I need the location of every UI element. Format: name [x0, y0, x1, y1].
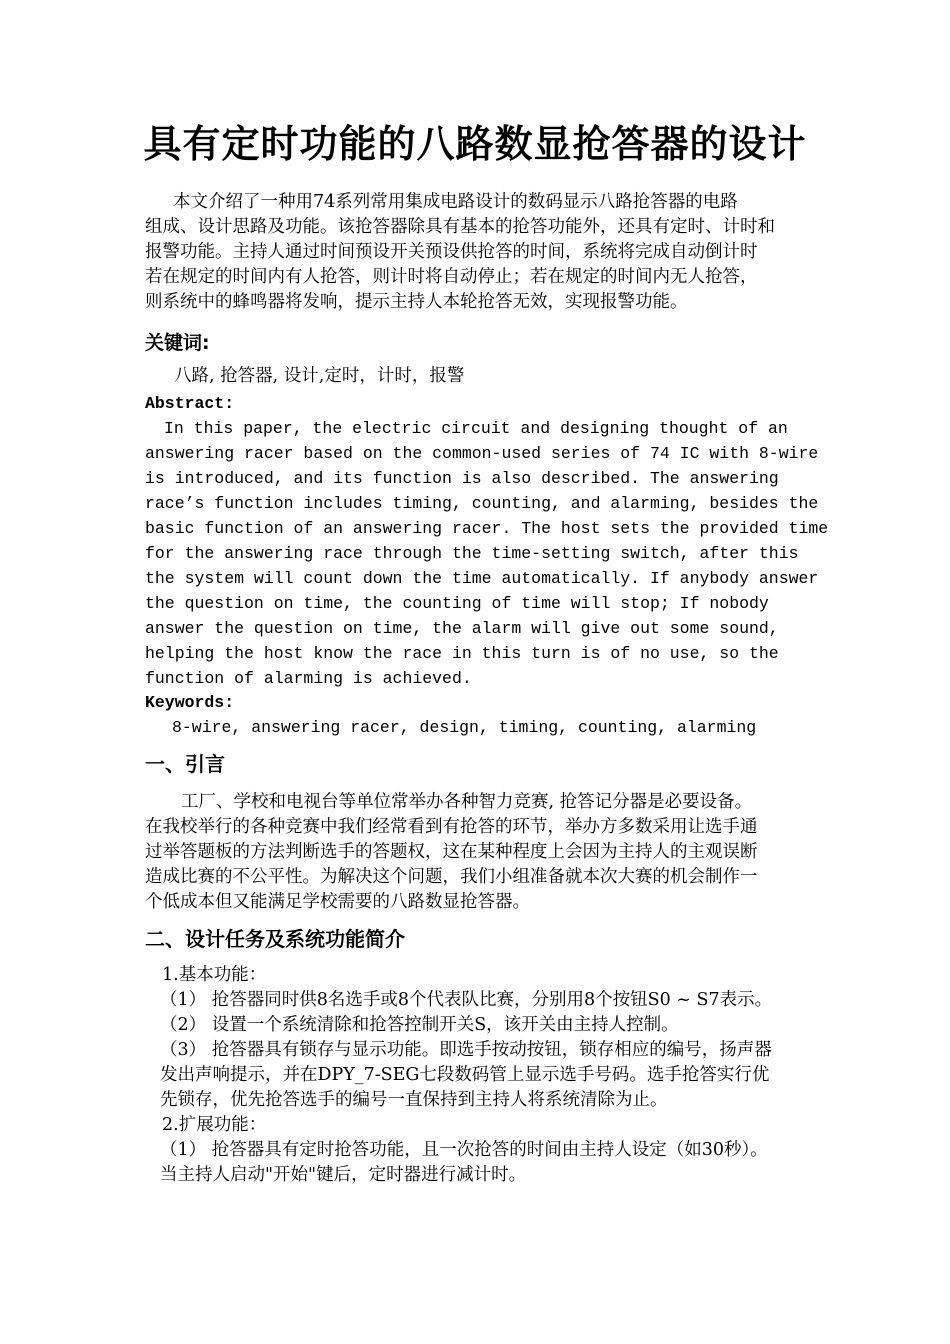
abstract-en-line: for the answering race through the time-setting switch, after this [145, 544, 799, 563]
section-1-line: 在我校举行的各种竞赛中我们经常看到有抢答的环节，举办方多数采用让选手通 [145, 817, 758, 837]
keywords-en-text: 8-wire, answering racer, design, timing, counting, alarming [172, 718, 757, 737]
abstract-en-line: function of alarming is achieved. [145, 669, 472, 688]
section-2-line: 发出声响提示，并在DPY_7-SEG七段数码管上显示选手号码。选手抢答实行优 [160, 1065, 770, 1085]
abstract-zh-line: 则系统中的蜂鸣器将发响，提示主持人本轮抢答无效，实现报警功能。 [145, 292, 688, 312]
section-1-body [145, 790, 825, 915]
abstract-en-line: race’s function includes timing, counting, and alarming, besides the [145, 494, 819, 513]
abstract-zh-line: 组成、设计思路及功能。该抢答器除具有基本的抢答功能外，还具有定时、计时和 [145, 217, 775, 237]
keywords-zh-label: 关键词: [145, 332, 210, 354]
section-2-body [160, 963, 840, 1188]
section-2-line: 1.基本功能： [162, 965, 267, 985]
keywords-en-label: Keywords: [145, 693, 235, 712]
abstract-zh [145, 190, 825, 315]
section-1-line: 过举答题板的方法判断选手的答题权，这在某种程度上会因为主持人的主观误断 [145, 842, 758, 862]
abstract-en-line: answering racer based on the common-used series of 74 IC with 8-wire [145, 444, 819, 463]
abstract-zh-line: 本文介绍了一种用74系列常用集成电路设计的数码显示八路抢答器的电路 [173, 192, 738, 212]
abstract-en-line: In this paper, the electric circuit and designing thought of an [164, 419, 788, 438]
abstract-zh-line: 若在规定的时间内有人抢答，则计时将自动停止；若在规定的时间内无人抢答， [145, 267, 758, 287]
abstract-en-label: Abstract: [145, 394, 235, 413]
section-2-line: 先锁存，优先抢答选手的编号一直保持到主持人将系统清除为止。 [160, 1090, 668, 1110]
abstract-en-line: is introduced, and its function is also described. The answering [145, 469, 779, 488]
section-1-heading: 一、引言 [145, 752, 225, 776]
abstract-en-line: answer the question on time, the alarm will give out some sound, [145, 619, 779, 638]
section-2-heading: 二、设计任务及系统功能简介 [145, 927, 405, 951]
keywords-en [172, 715, 756, 740]
abstract-zh-line: 报警功能。主持人通过时间预设开关预设供抢答的时间，系统将完成自动倒计时 [145, 242, 758, 262]
abstract-en [145, 416, 845, 691]
section-1-line: 造成比赛的不公平性。为解决这个问题，我们小组准备就本次大赛的机会制作一 [145, 867, 758, 887]
abstract-en-line: the question on time, the counting of time will stop; If nobody [145, 594, 769, 613]
section-2-line: 当主持人启动"开始"键后，定时器进行减计时。 [160, 1165, 527, 1185]
keywords-zh-text: 八路, 抢答器, 设计,定时，计时，报警 [174, 366, 465, 386]
section-2-line: （3） 抢答器具有锁存与显示功能。即选手按动按钮，锁存相应的编号，扬声器 [160, 1040, 772, 1060]
abstract-en-line: basic function of an answering racer. The host sets the provided time [145, 519, 829, 538]
section-2-line: （1） 抢答器同时供8名选手或8个代表队比赛，分别用8个按钮S0 ~ S7表示。 [160, 990, 773, 1010]
abstract-en-line: the system will count down the time automatically. If anybody answer [145, 569, 819, 588]
keywords-zh [174, 364, 464, 389]
section-2-line: （2） 设置一个系统清除和抢答控制开关S，该开关由主持人控制。 [160, 1015, 679, 1035]
section-2-line: 2.扩展功能： [162, 1115, 267, 1135]
section-1-line: 工厂、学校和电视台等单位常举办各种智力竞赛, 抢答记分器是必要设备。 [181, 792, 753, 812]
abstract-en-line: helping the host know the race in this turn is of no use, so the [145, 644, 779, 663]
section-1-line: 个低成本但又能满足学校需要的八路数显抢答器。 [145, 892, 530, 912]
paper-title: 具有定时功能的八路数显抢答器的设计 [143, 121, 807, 166]
section-2-line: （1） 抢答器具有定时抢答功能，且一次抢答的时间由主持人设定（如30秒）。 [160, 1140, 768, 1160]
